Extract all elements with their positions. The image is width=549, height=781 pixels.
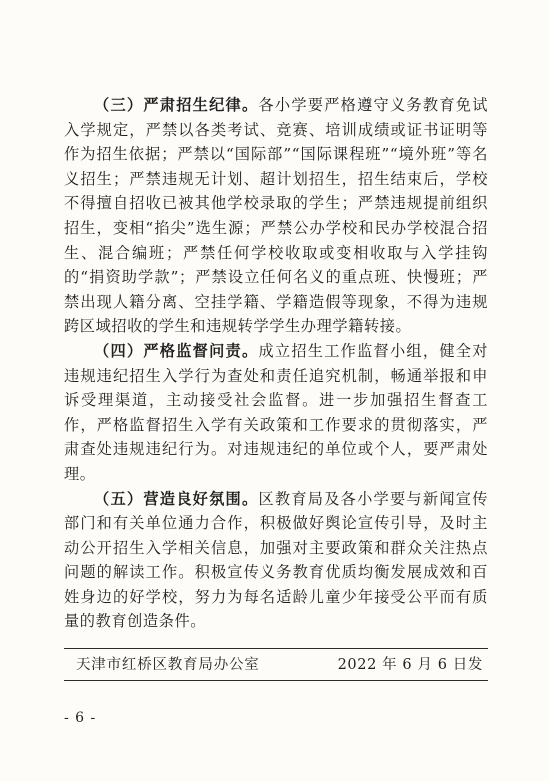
section-four [64, 339, 488, 487]
footer-bottom-rule [64, 680, 488, 681]
section-five-heading: （五）营造良好氛围。 [94, 489, 259, 508]
section-four-text: 成立招生工作监督小组，健全对违规违纪招生入学行为查处和责任追究机制，畅通举报和申诉受理渠道，主动接受社会监督。进一步加强招生督查工作，严格监督招生入学有关政策和工作要求的贯彻落实，严肃查处违规违纪行为。对违规违纪的单位或个人，要严肃处理。 [64, 341, 488, 483]
section-five-text: 区教育局及各小学要与新闻宣传部门和有关单位通力合作，积极做好舆论宣传引导，及时主动公开招生入学相关信息，加强对主要政策和群众关注热点问题的解读工作。积极宣传义务教育优质均衡发展成效和百姓身边的好学校，努力为每名适龄儿童少年接受公平而有质量的教育创造条件。 [64, 489, 488, 631]
document-body [64, 93, 488, 634]
issuing-office: 天津市红桥区教育局办公室 [76, 657, 260, 673]
section-three-text: 各小学要严格遵守义务教育免试入学规定，严禁以各类考试、竞赛、培训成绩或证书证明等作为招生依据；严禁以“国际部”“国际课程班”“境外班”等名义招生；严禁违规无计划、超计划招生，招生结束后，学校不得擅自招收已被其他学校录取的学生；严禁违规提前组织招生，变相“掐尖”选生源；严禁公办学校和民办学校混合招生、混合编班；严禁任何学校收取或变相收取与入学挂钩的“捐资助学款”；严禁设立任何名义的重点班、快慢班；严禁出现人籍分离、空挂学籍、学籍造假等现象，不得为违规跨区域招收的学生和违规转学学生办理学籍转接。 [64, 96, 488, 336]
page-number: - 6 - [64, 710, 97, 726]
section-four-heading: （四）严格监督问责。 [94, 341, 259, 360]
section-three-heading: （三）严肃招生纪律。 [94, 96, 259, 114]
footer-top-rule [64, 648, 488, 649]
issue-date: 2022 年 6 月 6 日发 [337, 657, 483, 673]
section-five [64, 487, 488, 635]
section-three [64, 93, 488, 339]
